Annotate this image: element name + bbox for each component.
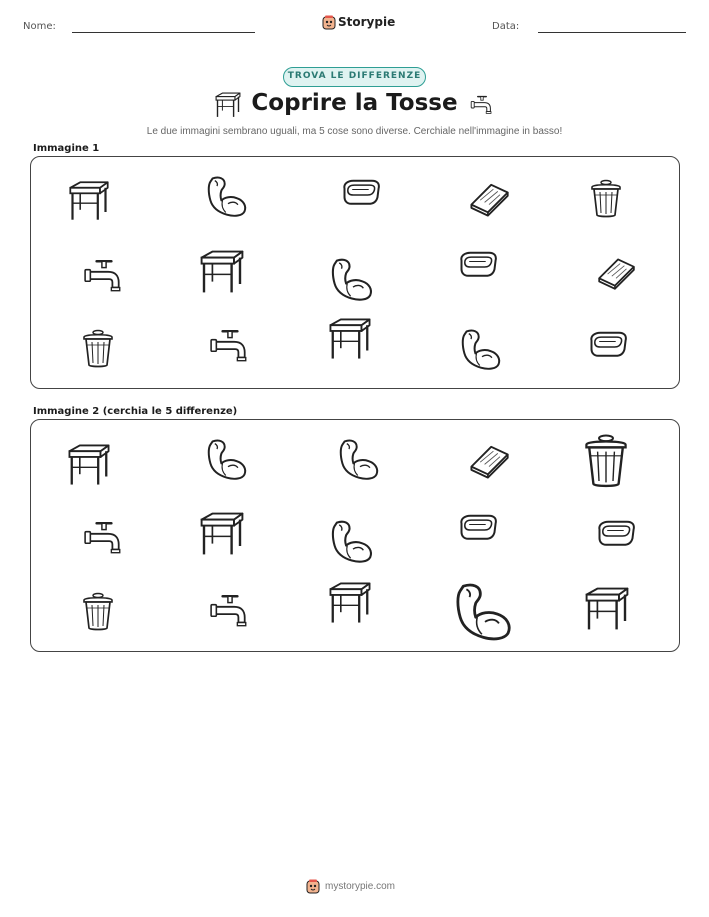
faucet-icon: [208, 590, 252, 632]
table-icon: [325, 316, 375, 362]
muscle-arm-icon: [460, 326, 504, 372]
brand-logo: [322, 14, 396, 32]
storypie-mascot-icon: [322, 15, 336, 31]
tissue-icon: [464, 438, 514, 482]
name-line[interactable]: [72, 32, 255, 33]
table-icon: [198, 248, 246, 296]
date-line[interactable]: [538, 32, 686, 33]
trash-can-icon: [586, 175, 626, 221]
activity-badge: TROVA LE DIFFERENZE: [283, 67, 426, 87]
muscle-arm-icon: [205, 437, 251, 481]
faucet-icon: [468, 93, 496, 117]
muscle-arm-icon: [452, 580, 518, 642]
trash-can-icon: [78, 586, 118, 636]
table-icon: [66, 442, 112, 488]
table-icon: [583, 585, 631, 633]
trash-can-icon: [78, 323, 118, 373]
soap-icon: [452, 508, 504, 552]
faucet-icon: [208, 325, 252, 367]
date-label: Data:: [492, 21, 520, 32]
section-2-label: Immagine 2 (cerchia le 5 differenze): [33, 406, 238, 417]
section-1-label: Immagine 1: [33, 143, 100, 154]
brand-name: Storypie: [338, 15, 396, 29]
tissue-icon: [592, 251, 640, 293]
footer: [306, 879, 406, 897]
muscle-arm-icon: [330, 518, 376, 564]
faucet-icon: [82, 255, 126, 297]
soap-icon: [582, 325, 634, 369]
name-label: Nome:: [23, 21, 56, 32]
table-icon: [198, 510, 246, 558]
footer-url[interactable]: mystorypie.com: [325, 881, 396, 892]
table-icon: [66, 179, 112, 223]
soap-icon: [590, 514, 642, 558]
storypie-mascot-icon: [306, 879, 320, 895]
muscle-arm-icon: [337, 437, 383, 481]
soap-icon: [335, 173, 387, 217]
muscle-arm-icon: [205, 174, 251, 218]
muscle-arm-icon: [330, 256, 376, 302]
table-icon: [325, 580, 375, 626]
page-title: Coprire la Tosse: [251, 90, 458, 116]
instructions: Le due immagini sembrano uguali, ma 5 cose sono diverse. Cerchiale nell'immagine in basso!: [146, 126, 563, 137]
soap-icon: [452, 245, 504, 289]
tissue-icon: [464, 176, 514, 220]
faucet-icon: [82, 517, 126, 559]
trash-can-icon: [578, 428, 634, 492]
